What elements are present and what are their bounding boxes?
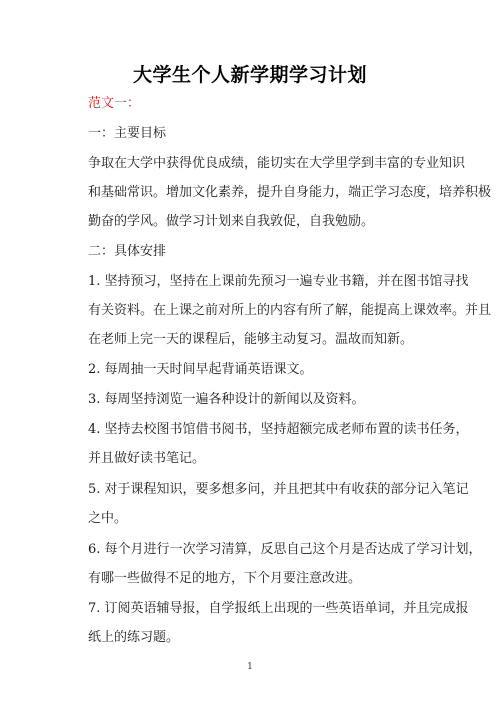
list-item-line: 6. 每个月进行一次学习清算，反思自己这个月是否达成了学习计划，: [88, 542, 482, 557]
list-item-line: 在老师上完一天的课程后，能够主动复习。温故而知新。: [88, 332, 414, 347]
list-item-line: 2. 每周抽一天时间早起背诵英语课文。: [88, 362, 313, 377]
sample-heading: 范文一：: [88, 96, 141, 111]
list-item-line: 1. 坚持预习，坚持在上课前先预习一遍专业书籍，并在图书馆寻找: [88, 274, 469, 289]
list-item-line: 3. 每周坚持浏览一遍各种设计的新闻以及资料。: [88, 392, 365, 407]
list-item-line: 之中。: [88, 511, 128, 526]
section1-para-line: 勤奋的学风。做学习计划来自我敦促，自我勉励。: [88, 214, 375, 229]
list-item-line: 有关资料。在上课之前对所上的内容有所了解，能提高上课效率。并且: [88, 303, 492, 318]
list-item-line: 并且做好读书笔记。: [88, 451, 206, 466]
page-number: 1: [247, 662, 253, 672]
section1-para-line: 和基础常识。增加文化素养，提升自身能力，端正学习态度，培养积极: [88, 185, 492, 200]
list-item-line: 4. 坚持去校图书馆借书阅书，坚持超额完成老师布置的读书任务，: [88, 422, 469, 437]
section2-heading: 二：具体安排: [88, 244, 167, 259]
list-item-line: 有哪一些做得不足的地方，下个月要注意改进。: [88, 571, 362, 586]
section1-para-line: 争取在大学中获得优良成绩，能切实在大学里学到丰富的专业知识: [88, 156, 466, 171]
document-title: 大学生个人新学期学习计划: [132, 64, 367, 86]
list-item-line: 7. 订阅英语辅导报，自学报纸上出现的一些英语单词，并且完成报: [88, 601, 469, 616]
section1-heading: 一：主要目标: [88, 126, 167, 141]
list-item-line: 纸上的练习题。: [88, 630, 180, 645]
list-item-line: 5. 对于课程知识，要多想多问，并且把其中有收获的部分记入笔记: [88, 482, 469, 497]
